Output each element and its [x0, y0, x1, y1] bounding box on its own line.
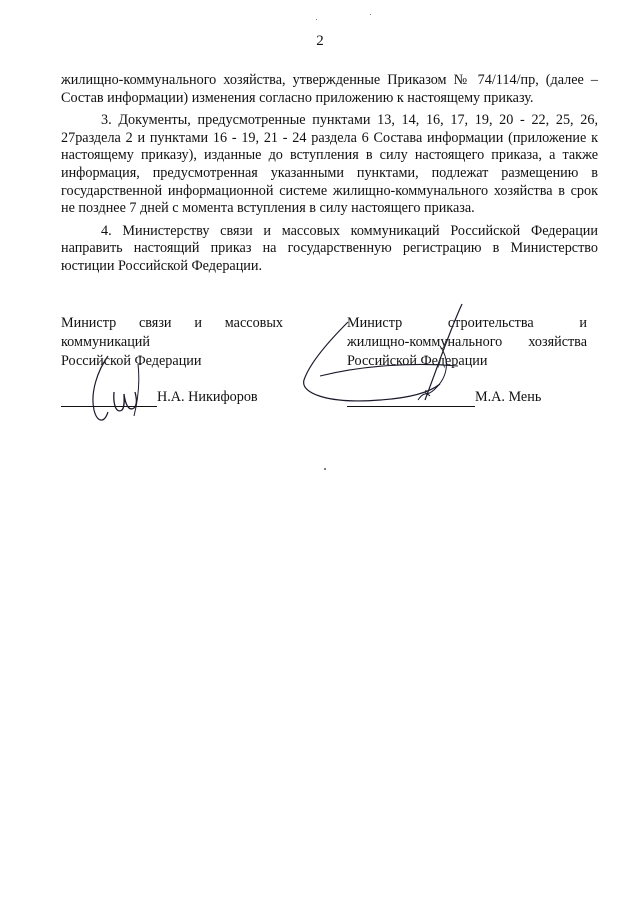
signatory-title-line3: Российской Федерации [347, 353, 488, 369]
paragraph-continuation: жилищно-коммунального хозяйства, утвержденные Приказом № 74/114/пр, (далее – Состав информации) изменения согласно приложению к настоящему приказу. [61, 72, 598, 106]
signatory-title-line2: жилищно-коммунального хозяйства [347, 334, 587, 350]
signatory-name: Н.А. Никифоров [157, 389, 258, 405]
signature-line [61, 391, 157, 407]
document-body [61, 72, 598, 281]
scan-speck [324, 468, 326, 470]
signatory-title-line3: Российской Федерации [61, 353, 202, 369]
signature-line [347, 391, 475, 407]
paragraph-3: 3. Документы, предусмотренные пунктами 13, 14, 16, 17, 19, 20 - 22, 25, 26, 27раздела 2 и пунктами 16 - 19, 21 - 24 раздела 6 Состава информации (приложение к настоящему приказу), изданные до вступления в силу настоящего приказа, а также информация, предусмотренная указанными пунктами, подлежат размещению в государственной информационной системе жилищно-коммунального хозяйства в срок не позднее 7 дней с момента вступления в силу настоящего приказа. [61, 112, 598, 217]
signatory-title-line1: Министр строительства и [347, 315, 587, 331]
signature-block-left [61, 314, 283, 407]
signatory-name: М.А. Мень [475, 389, 542, 405]
signatory-title-line2: коммуникаций [61, 334, 150, 350]
signature-block-right [347, 314, 587, 407]
signatory-title-line1: Министр связи и массовых [61, 315, 283, 331]
paragraph-4: 4. Министерству связи и массовых коммуникаций Российской Федерации направить настоящий приказ на государственную регистрацию в Министерство юстиции Российской Федерации. [61, 222, 598, 274]
scan-speck [370, 14, 371, 15]
scan-speck [316, 19, 317, 20]
page-number: 2 [316, 33, 324, 49]
